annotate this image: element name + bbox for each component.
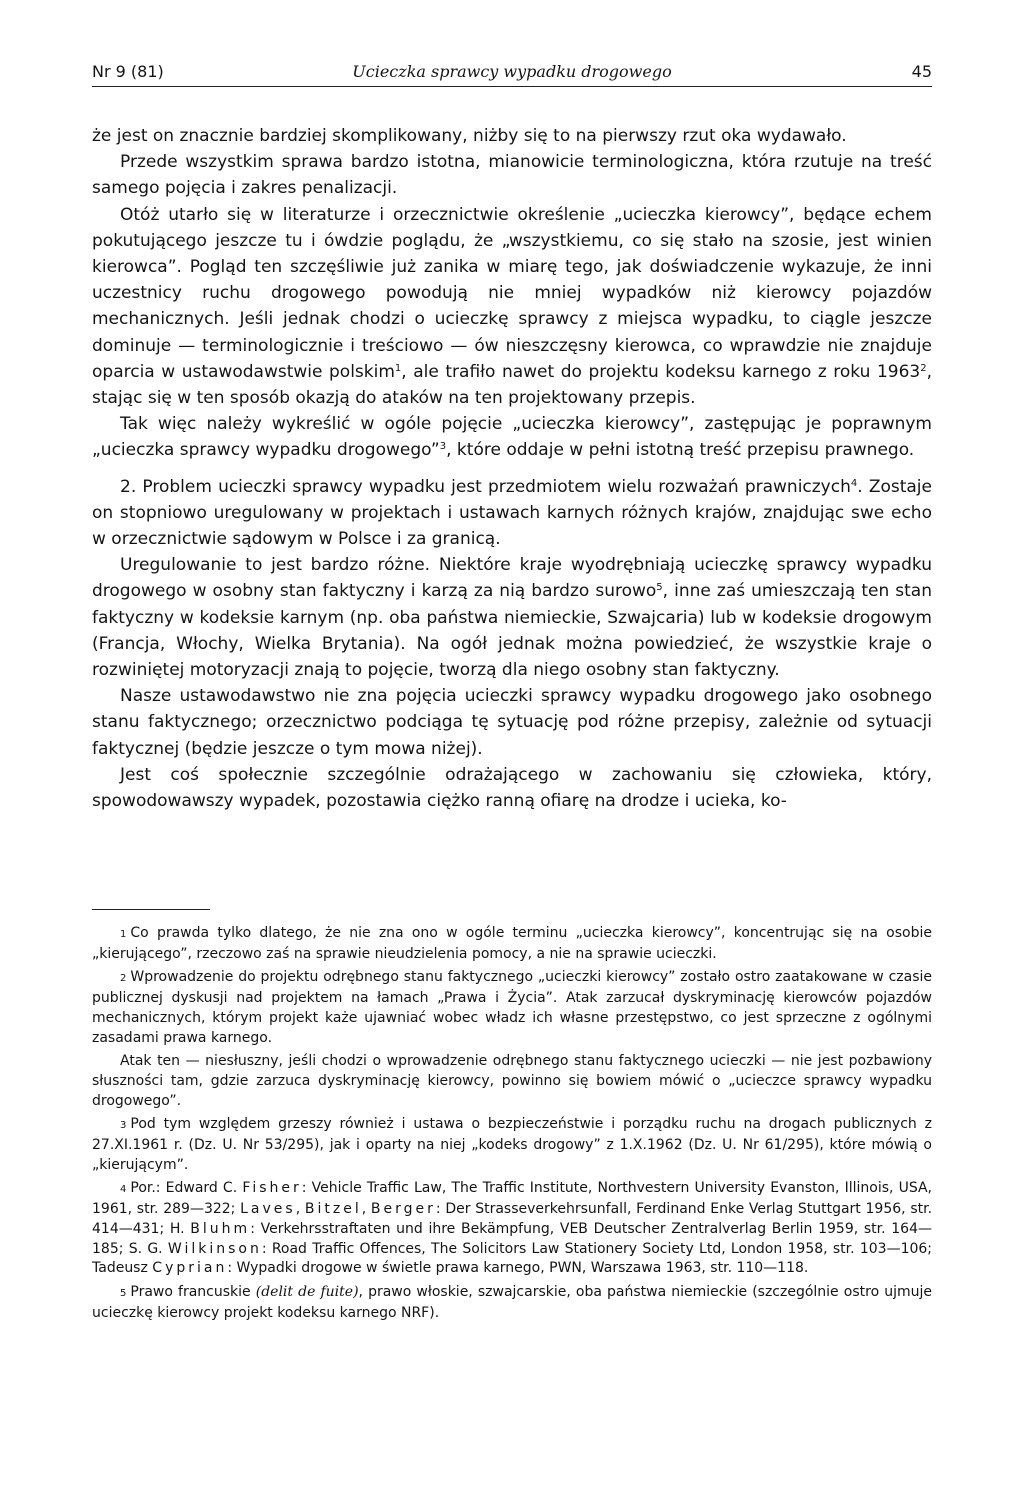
paragraph: że jest on znacznie bardziej skomplikowany, niżby się to na pierwszy rzut oka wydawało.: [92, 126, 847, 146]
paragraph: Otóż utarło się w literaturze i orzecznictwie określenie „ucieczka kierowcy”, będące echem pokutującego jeszcze tu i ówdzie poglądu, że „wszystkiemu, co się stało na szosie, jest winien kierowca”. Pogląd ten szczęśliwie już zanika w miarę tego, jak doświadczenie wykazuje, że inni uczestnicy ruchu drogowego powodują nie mniej wypadków niż kierowcy pojazdów mechanicznych. Jeśli jednak chodzi o ucieczkę sprawcy z miejsca wypadku, to ciągle jeszcze dominuje — terminologicznie i treściowo — ów nieszczęsny kierowca, co wprawdzie nie znajduje oparcia w ustawodawstwie polskim$^1$, ale trafiło nawet do projektu kodeksu karnego z roku 1963$^2$, stając się w ten sposób okazją do ataków na ten projektowany przepis.: [92, 204, 932, 409]
footnote-ref: 4: [850, 477, 858, 489]
footnote: 5 Prawo francuskie (delit de fuite), prawo włoskie, szwajcarskie, oba państwa niemieckie (szczególnie ostro ujmuje ucieczkę kierowcy projekt kodeksu karnego NRF).: [92, 1283, 933, 1321]
footnote-ref: 1: [394, 362, 402, 374]
paragraph: Przede wszystkim sprawa bardzo istotna, mianowicie terminologiczna, która rzutuje na treść samego pojęcia i zakres penalizacji.: [92, 152, 932, 199]
paragraph: Uregulowanie to jest bardzo różne. Niektóre kraje wyodrębniają ucieczkę sprawcy wypadku drogowego w osobny stan faktyczny i karzą za nią bardzo surowo$^5$, inne zaś umieszczają ten stan faktyczny w kodeksie karnym (np. oba państwa niemieckie, Szwajcaria) lub w kodeksie drogowym (Francja, Włochy, Wielka Brytania). Na ogół jednak można powiedzieć, że wszystkie kraje o rozwiniętej motoryzacji znają to pojęcie, tworzą dla niego osobny stan faktyczny.: [92, 555, 933, 681]
footnote-ref: 2: [920, 362, 927, 374]
footnote-divider: [92, 909, 210, 910]
footnote-continuation: Atak ten — niesłuszny, jeśli chodzi o wprowadzenie odrębnego stanu faktycznego ucieczki — nie jest pozbawiony słuszności tam, gdzie zarzuca dyskryminację kierowcy, powinno się bowiem mówić o „ucieczce sprawcy wypadku drogowego”.: [92, 1053, 932, 1109]
footnote-ref: 5: [656, 582, 663, 594]
running-title: Ucieczka sprawcy wypadku drogowego: [352, 62, 672, 81]
footnote-ref: 3: [439, 441, 447, 453]
footnote: 3 Pod tym względem grzeszy również i ustawa o bezpieczeństwie i porządku ruchu na drogach publicznych z 27.XI.1961 r. (Dz. U. Nr 53/295), jak i oparty na niej „kodeks drogowy” z 1.X.1962 (Dz. U. Nr 61/295), które mówią o „kierującym”.: [92, 1116, 932, 1173]
main-text: [92, 123, 932, 814]
paragraph: 2. Problem ucieczki sprawcy wypadku jest przedmiotem wielu rozważań prawniczych$^4$. Zostaje on stopniowo uregulowany w projektach i ustawach karnych różnych krajów, znajdując swe echo w orzecznictwie sądowym w Polsce i za granicą.: [92, 476, 932, 550]
footnote: 4 Por.: Edward C. Fisher: Vehicle Traffic Law, The Traffic Institute, Northvestern University Evanston, Illinois, USA, 1961, str. 289—322; Laves, Bitzel, Berger: Der Strasseverkehrsunfall, Ferdinand Enke Verlag Stuttgart 1956, str. 414—431; H. Bluhm: Verkehrsstraftaten und ihre Bekämpfung, VEB Deutscher Zentralverlag Berlin 1959, str. 164—185; S. G. Wilkinson: Road Traffic Offences, The Solicitors Law Stationery Society Ltd, London 1958, str. 103—106; Tadeusz Cyprian: Wypadki drogowe w świetle prawa karnego, PWN, Warszawa 1963, str. 110—118.: [92, 1180, 933, 1277]
footnote: 1 Co prawda tylko dlatego, że nie zna ono w ogóle terminu „ucieczka kierowcy”, koncentrując się na osobie „kierującego”, rzeczowo zaś na sprawie nieudzielenia pomocy, a nie na sprawie ucieczki.: [92, 925, 932, 962]
footnotes: [92, 924, 932, 1327]
running-header: [92, 62, 932, 87]
paragraph: Jest coś społecznie szczególnie odrażającego w zachowaniu się człowieka, który, spowodowawszy wypadek, pozostawia ciężko ranną ofiarę na drodze i ucieka, ko-: [92, 764, 932, 812]
issue-number: Nr 9 (81): [92, 62, 164, 81]
paragraph: Tak więc należy wykreślić w ogóle pojęcie „ucieczka kierowcy”, zastępując je poprawnym „ucieczka sprawcy wypadku drogowego”$^3$, które oddaje w pełni istotną treść przepisu prawnego.: [92, 414, 932, 461]
page-number: 45: [911, 62, 932, 81]
footnote: 2 Wprowadzenie do projektu odrębnego stanu faktycznego „ucieczki kierowcy” zostało ostro zaatakowane w czasie publicznej dyskusji nad projektem na łamach „Prawa i Życia”. Atak zarzucał dyskryminację kierowców pojazdów mechanicznych, którym projekt każe ujawniać wobec władz ich własne przestępstwo, co jest sprzeczne z ogólnymi zasadami prawa karnego.: [92, 969, 932, 1046]
paragraph: Nasze ustawodawstwo nie zna pojęcia ucieczki sprawcy wypadku drogowego jako osobnego stanu faktycznego; orzecznictwo podciąga tę sytuację pod różne przepisy, zależnie od sytuacji faktycznej (będzie jeszcze o tym mowa niżej).: [92, 686, 932, 759]
